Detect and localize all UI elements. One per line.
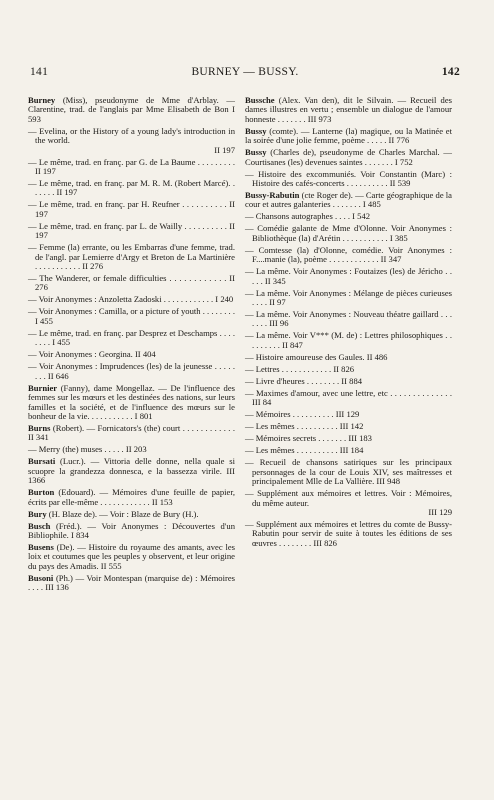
entry-text: — Les mêmes . . . . . . . . . . III 184: [245, 445, 364, 456]
entry-text: — La même. Voir Anonymes : Foutaizes (les) de Jéricho . . . . . II 345: [245, 266, 452, 286]
entry-text: — Le même, trad. en franç. par M. R. M. (Robert Marcé). . . . . . . II 197: [28, 178, 235, 198]
entry-author: Bursati: [28, 456, 56, 467]
entry-author: Busch: [28, 520, 51, 531]
index-subentry: [28, 243, 235, 271]
index-subentry: [245, 377, 452, 386]
entry-text: — La même. Voir V*** (M. de) : Lettres philosophiques . . . . . . . . . II 847: [245, 330, 452, 350]
index-entry: [245, 96, 452, 124]
index-subentry: [245, 458, 452, 486]
entry-text: — Les mêmes . . . . . . . . . . III 142: [245, 421, 364, 432]
entry-author: Burns: [28, 422, 51, 433]
index-subentry: [245, 410, 452, 419]
entry-author: Bussy: [245, 147, 267, 158]
right-index-column: [245, 96, 452, 551]
entry-text: — Le même, trad. en franç. par G. de La Baume . . . . . . . . . II 197: [28, 156, 235, 177]
entry-author: Bussy: [245, 125, 267, 136]
index-subentry: [245, 353, 452, 362]
index-subentry: [28, 274, 235, 293]
entry-text: — Mémoires . . . . . . . . . . III 129: [245, 409, 360, 420]
entry-text: — Comédie galante de Mme d'Olonne. Voir Anonymes : Bibliothèque (la) d'Arétin . . . . . . . . . . . I 385: [245, 223, 452, 243]
entry-text: (Edouard). — Mémoires d'une feuille de papier, écrits par elle-même . . . . . . . . . . . . II 153: [28, 487, 235, 507]
entry-text: — Femme (la) errante, ou les Embarras d'une femme, trad. de l'angl. par Lemierre d'Argy et Breton de La Martinière . . . . . . . . . . . II 276: [28, 242, 235, 272]
entry-text: (Ph.) — Voir Montespan (marquise de) : Mémoires . . . . III 136: [28, 572, 235, 593]
entry-text: — Merry (the) muses . . . . . II 203: [28, 444, 147, 455]
entry-text: — La même. Voir Anonymes : Nouveau théatre gaillard . . . . . . . III 96: [245, 309, 452, 329]
entry-text: (Alex. Van den), dit le Silvain. — Recueil des dames illustres en vertu ; ensemble un dialogue de l'amour honneste . . . . . . . III 973: [245, 95, 452, 124]
running-title: BURNEY — BUSSY.: [191, 66, 299, 78]
entry-text: — Histoire des excommuniés. Voir Constantin (Marc) : Histoire des cafés-concerts . . . . . . . . . . II 539: [245, 168, 452, 189]
index-subentry: [245, 422, 452, 431]
index-entry: [28, 510, 235, 519]
entry-author: Bussche: [245, 95, 275, 105]
right-page-number: 142: [441, 66, 460, 78]
index-subentry: [28, 222, 235, 241]
entry-reference: II 197: [214, 144, 235, 155]
entry-text: — Lettres . . . . . . . . . . . . II 826: [245, 363, 355, 374]
entry-text: — Recueil de chansons satiriques sur les principaux personnages de la cour de Louis XIV, ses maîtresses et principalement Mlle de La Vallière. III 948: [245, 457, 452, 487]
entry-text: (comte). — Lanterne (la) magique, ou la Matinée et la soirée d'une jolie femme, poème . . . . . II 776: [245, 125, 452, 146]
entry-text: — Maximes d'amour, avec une lettre, etc . . . . . . . . . . . . . . III 84: [245, 387, 452, 408]
entry-text: — Le même, trad. en franç. par L. de Wailly . . . . . . . . . . II 197: [28, 220, 235, 241]
index-subentry: [245, 289, 452, 308]
index-subentry: [245, 212, 452, 221]
index-subentry: [245, 310, 452, 329]
entry-author: Bussy-Rabutin: [245, 190, 300, 201]
index-subentry: [245, 389, 452, 408]
index-subentry: [245, 267, 452, 286]
entry-text: (Fréd.). — Voir Anonymes : Découvertes d'un Bibliophile. I 834: [28, 520, 235, 540]
entry-text: — Evelina, or the History of a young lady's introduction in the world.: [28, 125, 235, 146]
index-entry: [28, 424, 235, 443]
index-subentry: [28, 200, 235, 219]
entry-text: — Voir Anonymes : Anzoletta Zadoski . . . . . . . . . . . . I 240: [28, 294, 234, 305]
index-subentry: [28, 362, 235, 381]
entry-reference: III 129: [428, 506, 452, 517]
index-subentry: [28, 179, 235, 198]
index-entry: [28, 574, 235, 593]
entry-author: Burney: [28, 95, 56, 105]
entry-text: (H. Blaze de). — Voir : Blaze de Bury (H.).: [46, 508, 199, 519]
index-subentry: [245, 489, 452, 517]
index-entry: [28, 543, 235, 571]
index-subentry: [245, 446, 452, 455]
entry-text: — Chansons autographes . . . . I 542: [245, 211, 371, 222]
entry-author: Busoni: [28, 572, 54, 583]
index-subentry: [28, 307, 235, 326]
index-subentry: [245, 365, 452, 374]
entry-author: Bury: [28, 508, 47, 519]
index-entry: [245, 148, 452, 167]
entry-text: — Supplément aux mémoires et lettres. Voir : Mémoires, du même auteur.: [245, 488, 452, 508]
index-entry: [28, 457, 235, 485]
entry-text: — Supplément aux mémoires et lettres du comte de Bussy-Rabutin pour servir de suite à toutes les éditions de ses œuvres . . . . . . . . III 826: [245, 518, 452, 548]
index-entry: [28, 522, 235, 541]
entry-text: — Comtesse (la) d'Olonne, comédie. Voir Anonymes : F....manie (la), poème . . . . . . . . . . . . II 347: [245, 244, 452, 265]
index-subentry: [245, 170, 452, 189]
index-subentry: [28, 445, 235, 454]
entry-text: — Histoire amoureuse des Gaules. II 486: [245, 351, 388, 362]
index-entry: [245, 127, 452, 146]
entry-text: — Le même, trad. en franç. par H. Reufner . . . . . . . . . . II 197: [28, 199, 235, 219]
entry-text: (Miss), pseudonyme de Mme d'Arblay. — Clarentine, trad. de l'anglais par Mme Elisabeth de Bon I 593: [28, 95, 235, 124]
entry-text: (Charles de), pseudonyme de Charles Marchal. — Courtisanes (les) devenues saintes . . . . . . . I 752: [245, 147, 452, 167]
index-subentry: [245, 434, 452, 443]
left-page-number: 141: [30, 66, 49, 78]
index-subentry: [245, 331, 452, 350]
index-subentry: [245, 520, 452, 548]
index-entry: [28, 488, 235, 507]
entry-text: — Livre d'heures . . . . . . . . II 884: [245, 375, 363, 386]
entry-author: Busens: [28, 541, 54, 552]
index-subentry: [28, 158, 235, 177]
entry-text: — Mémoires secrets . . . . . . . III 183: [245, 433, 372, 444]
entry-author: Burnier: [28, 382, 58, 393]
index-subentry: [245, 246, 452, 265]
entry-text: (Fanny), dame Mongellaz. — De l'influence des femmes sur les mœurs et les destinées des nations, sur leurs familles et la société, et de l'influence des mœurs sur le bonheur de la vie. . . . . . . . . . . I 801: [28, 382, 235, 421]
left-index-column: [28, 96, 235, 595]
index-subentry: [28, 295, 235, 304]
index-entry: [28, 384, 235, 422]
index-entry: [245, 191, 452, 210]
entry-text: (Robert). — Fornicators's (the) court . . . . . . . . . . . . II 341: [28, 422, 235, 443]
entry-author: Burton: [28, 487, 55, 498]
entry-text: (Lucr.). — Vittoria delle donne, nella quale si scuopre la grandezza donnesca, e la bassezza virile. III 1366: [28, 456, 235, 486]
entry-text: — La même. Voir Anonymes : Mélange de pièces curieuses . . . . II 97: [245, 287, 452, 308]
entry-text: — Le même, trad. en franç. par Desprez et Deschamps . . . . . . . . I 455: [28, 327, 235, 348]
index-entry: [28, 96, 235, 124]
entry-text: — Voir Anonymes : Georgina. II 404: [28, 349, 156, 360]
entry-text: — Voir Anonymes : Imprudences (les) de la jeunesse . . . . . . . . II 646: [28, 361, 235, 381]
index-subentry: [28, 127, 235, 155]
entry-text: (cte Roger de). — Carte géographique de la cour et autres galanteries . . . . . . . I 485: [245, 190, 452, 210]
index-subentry: [28, 350, 235, 359]
entry-text: (De). — Histoire du royaume des amants, avec les loix et coutumes que les peuples y observent, et leur origine du pays des Amadis. II 555: [28, 541, 235, 571]
entry-text: — The Wanderer, or female difficulties . . . . . . . . . . . . II 276: [28, 273, 235, 293]
index-subentry: [245, 224, 452, 243]
index-subentry: [28, 329, 235, 348]
entry-text: — Voir Anonymes : Camilla, or a picture of youth . . . . . . . . I 455: [28, 306, 235, 326]
